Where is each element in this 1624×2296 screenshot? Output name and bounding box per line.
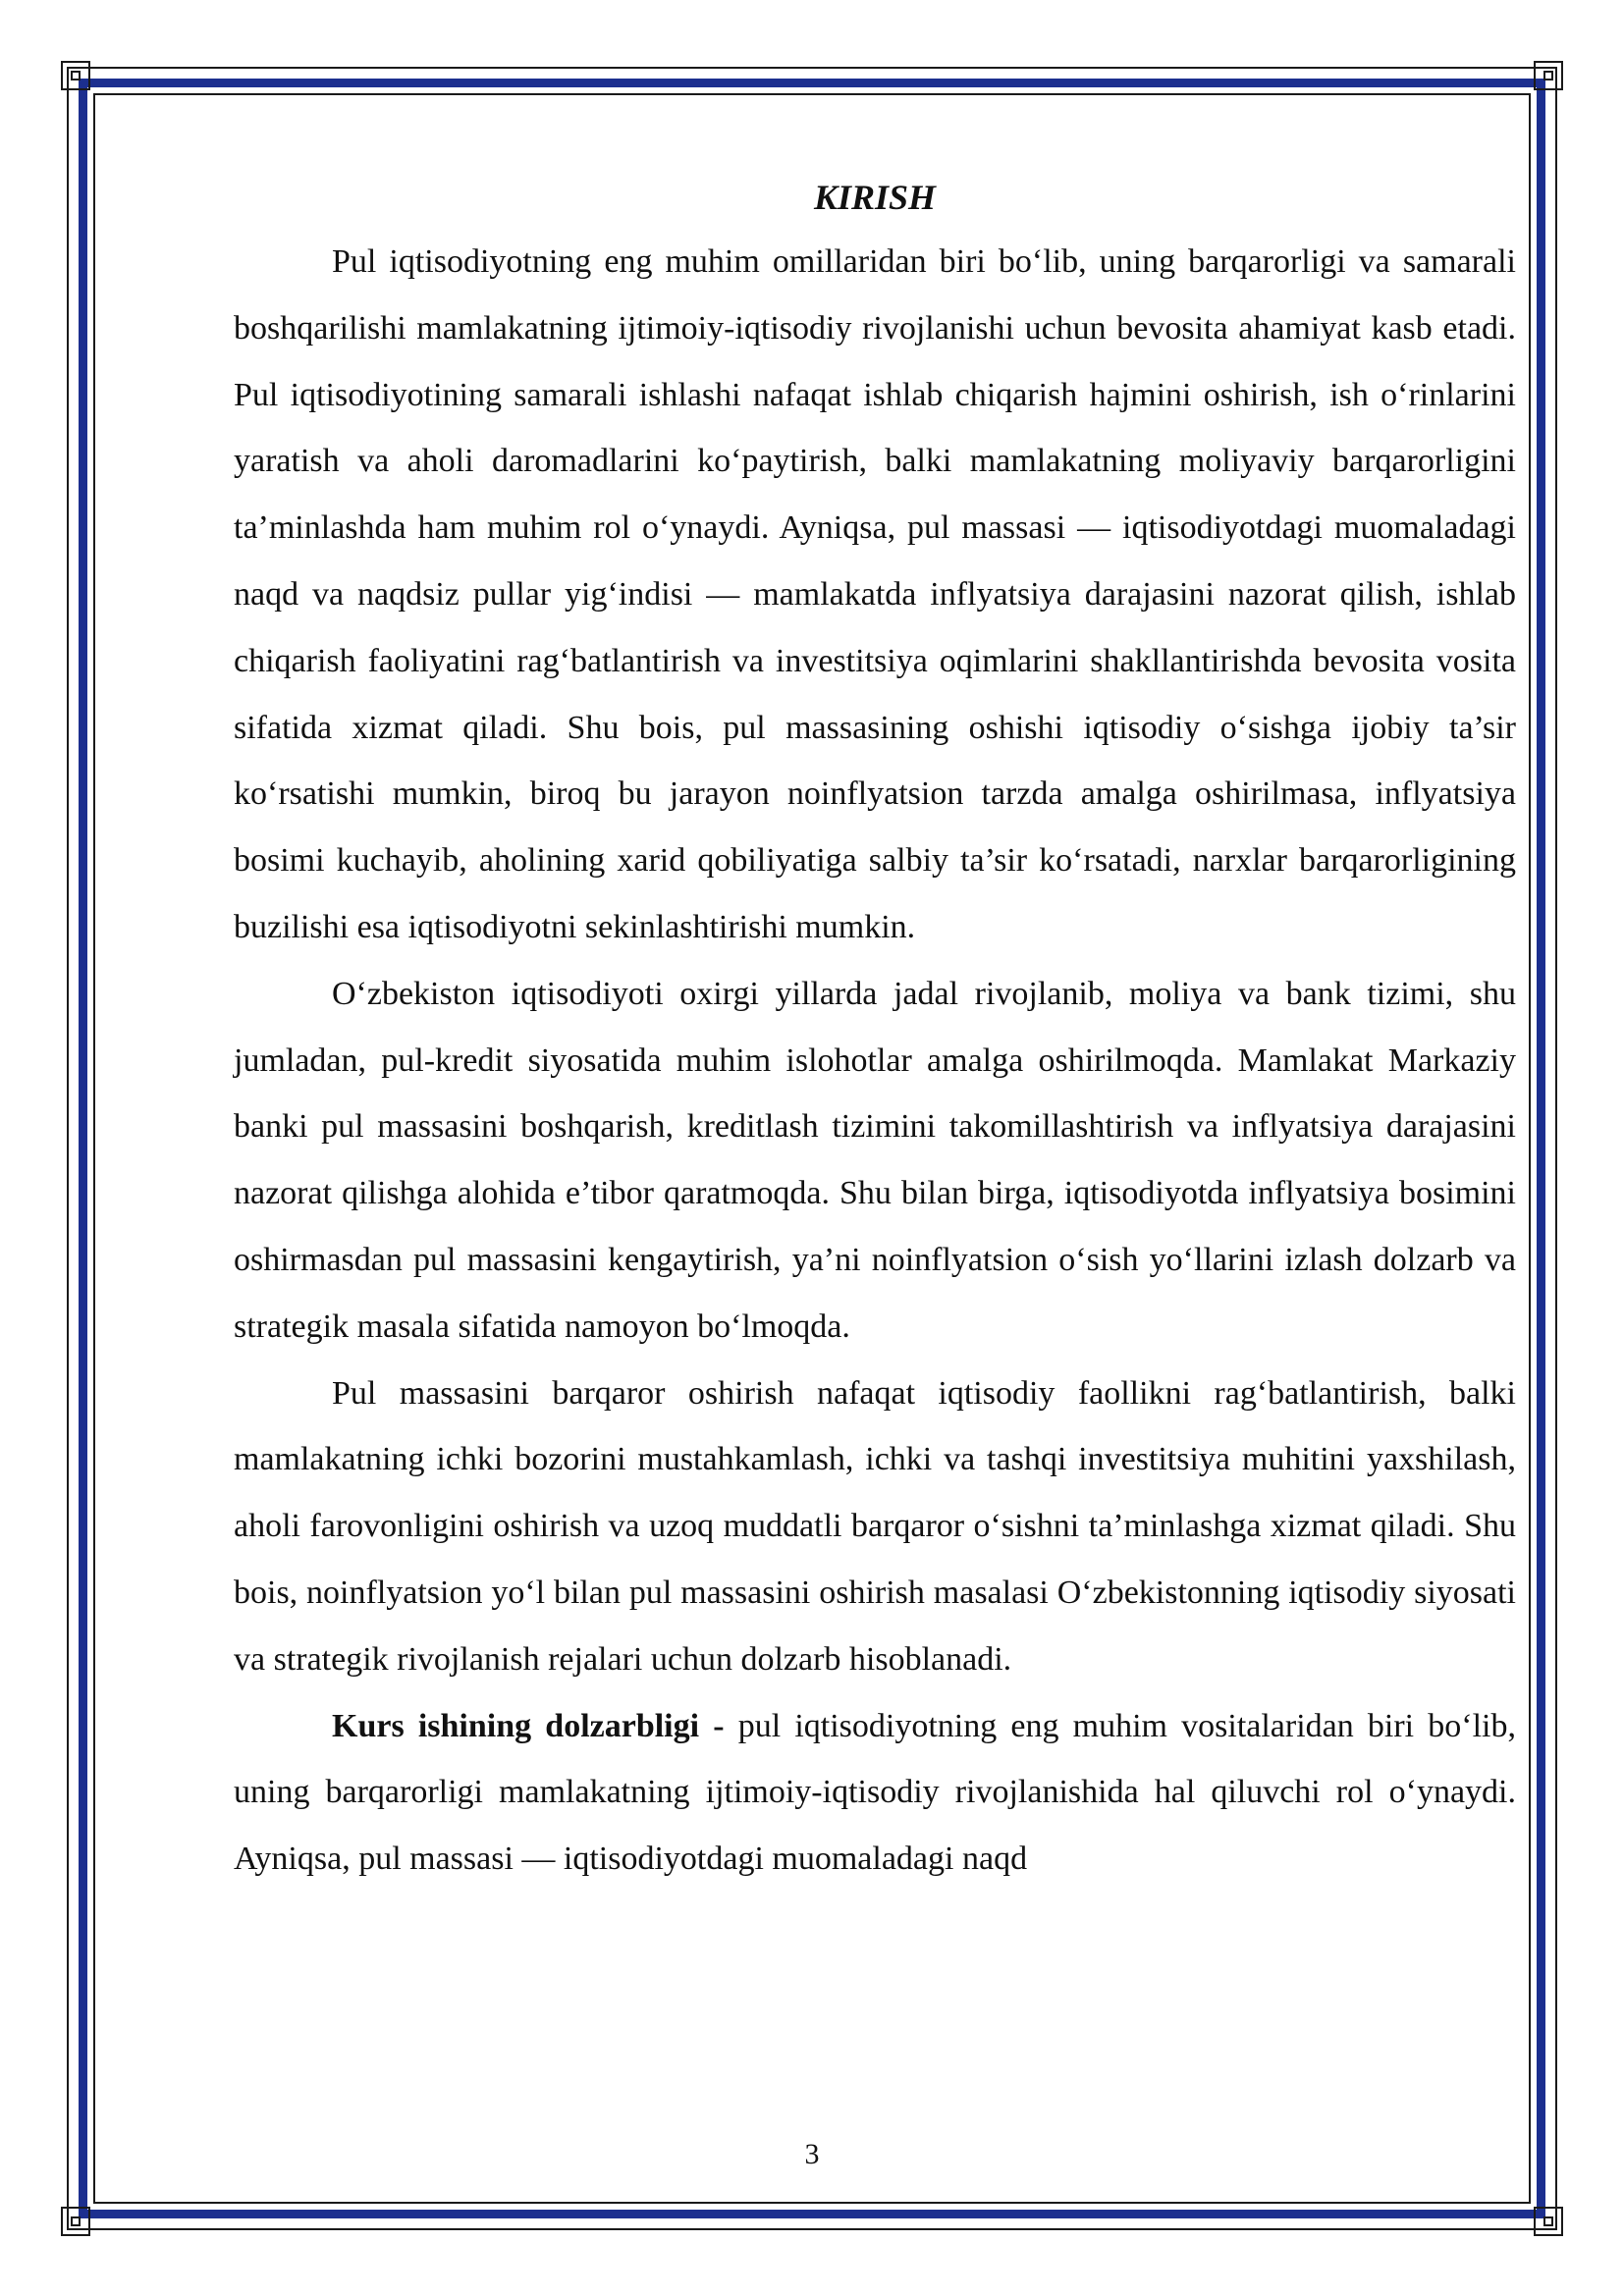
document-body [234, 172, 1516, 1893]
section-title: KIRISH [813, 178, 937, 217]
frame-corner-ornament [1534, 61, 1563, 90]
paragraph: O‘zbekiston iqtisodiyoti oxirgi yillarda jadal rivojlanib, moliya va bank tizimi, shu jumladan, pul-kredit siyosatida muhim islohotlar amalga oshirilmoqda. Mamlakat Markaziy banki pul massasini boshqarish, kreditlash tizimini takomillashtirish va inflyatsiya darajasini nazorat qilishga alohida e’tibor qaratmoqda. Shu bilan birga, iqtisodiyotda inflyatsiya bosimini oshirmasdan pul massasini kengaytirish, ya’ni noinflyatsion o‘sish yo‘llarini izlash dolzarb va strategik masala sifatida namoyon bo‘lmoqda. [234, 975, 1516, 1345]
page-number: 3 [804, 2138, 820, 2170]
relevance-paragraph [234, 1693, 1516, 1893]
relevance-heading: Kurs ishining dolzarbligi - [332, 1707, 725, 1744]
frame-corner-ornament [61, 61, 90, 90]
relevance-text: pul iqtisodiyotning eng muhim vositalaridan biri bo‘lib, uning barqarorligi mamlakatning ijtimoiy-iqtisodiy rivojlanishida hal qiluvchi rol o‘ynaydi. Ayniqsa, pul massasi — iqtisodiyotdagi muomaladagi naqd [234, 1707, 1516, 1878]
paragraph: Pul iqtisodiyotning eng muhim omillaridan biri bo‘lib, uning barqarorligi va samarali boshqarilishi mamlakatning ijtimoiy-iqtisodiy rivojlanishi uchun bevosita ahamiyat kasb etadi. Pul iqtisodiyotining samarali ishlashi nafaqat ishlab chiqarish hajmini oshirish, ish o‘rinlarini yaratish va aholi daromadlarini ko‘paytirish, balki mamlakatning moliyaviy barqarorligini ta’minlashda ham muhim rol o‘ynaydi. Ayniqsa, pul massasi — iqtisodiyotdagi muomaladagi naqd va naqdsiz pullar yig‘indisi — mamlakatda inflyatsiya darajasini nazorat qilish, ishlab chiqarish faoliyatini rag‘batlantirish va investitsiya oqimlarini shakllantirishda bevosita vosita sifatida xizmat qiladi. Shu bois, pul massasining oshishi iqtisodiy o‘sishga ijobiy ta’sir ko‘rsatishi mumkin, biroq bu jarayon noinflyatsion tarzda amalga oshirilmasa, inflyatsiya bosimi kuchayib, aholining xarid qobiliyatiga salbiy ta’sir ko‘rsatadi, narxlar barqarorligining buzilishi esa iqtisodiyotni sekinlashtirishi mumkin. [234, 243, 1516, 945]
frame-corner-ornament [1534, 2207, 1563, 2236]
paragraph: Pul massasini barqaror oshirish nafaqat iqtisodiy faollikni rag‘batlantirish, balki mamlakatning ichki bozorini mustahkamlash, ichki va tashqi investitsiya muhitini yaxshilash, aholi farovonligini oshirish va uzoq muddatli barqaror o‘sishni ta’minlashga xizmat qiladi. Shu bois, noinflyatsion yo‘l bilan pul massasini oshirish masalasi O‘zbekistonning iqtisodiy siyosati va strategik rivojlanish rejalari uchun dolzarb hisoblanadi. [234, 1374, 1516, 1678]
frame-corner-ornament [61, 2207, 90, 2236]
